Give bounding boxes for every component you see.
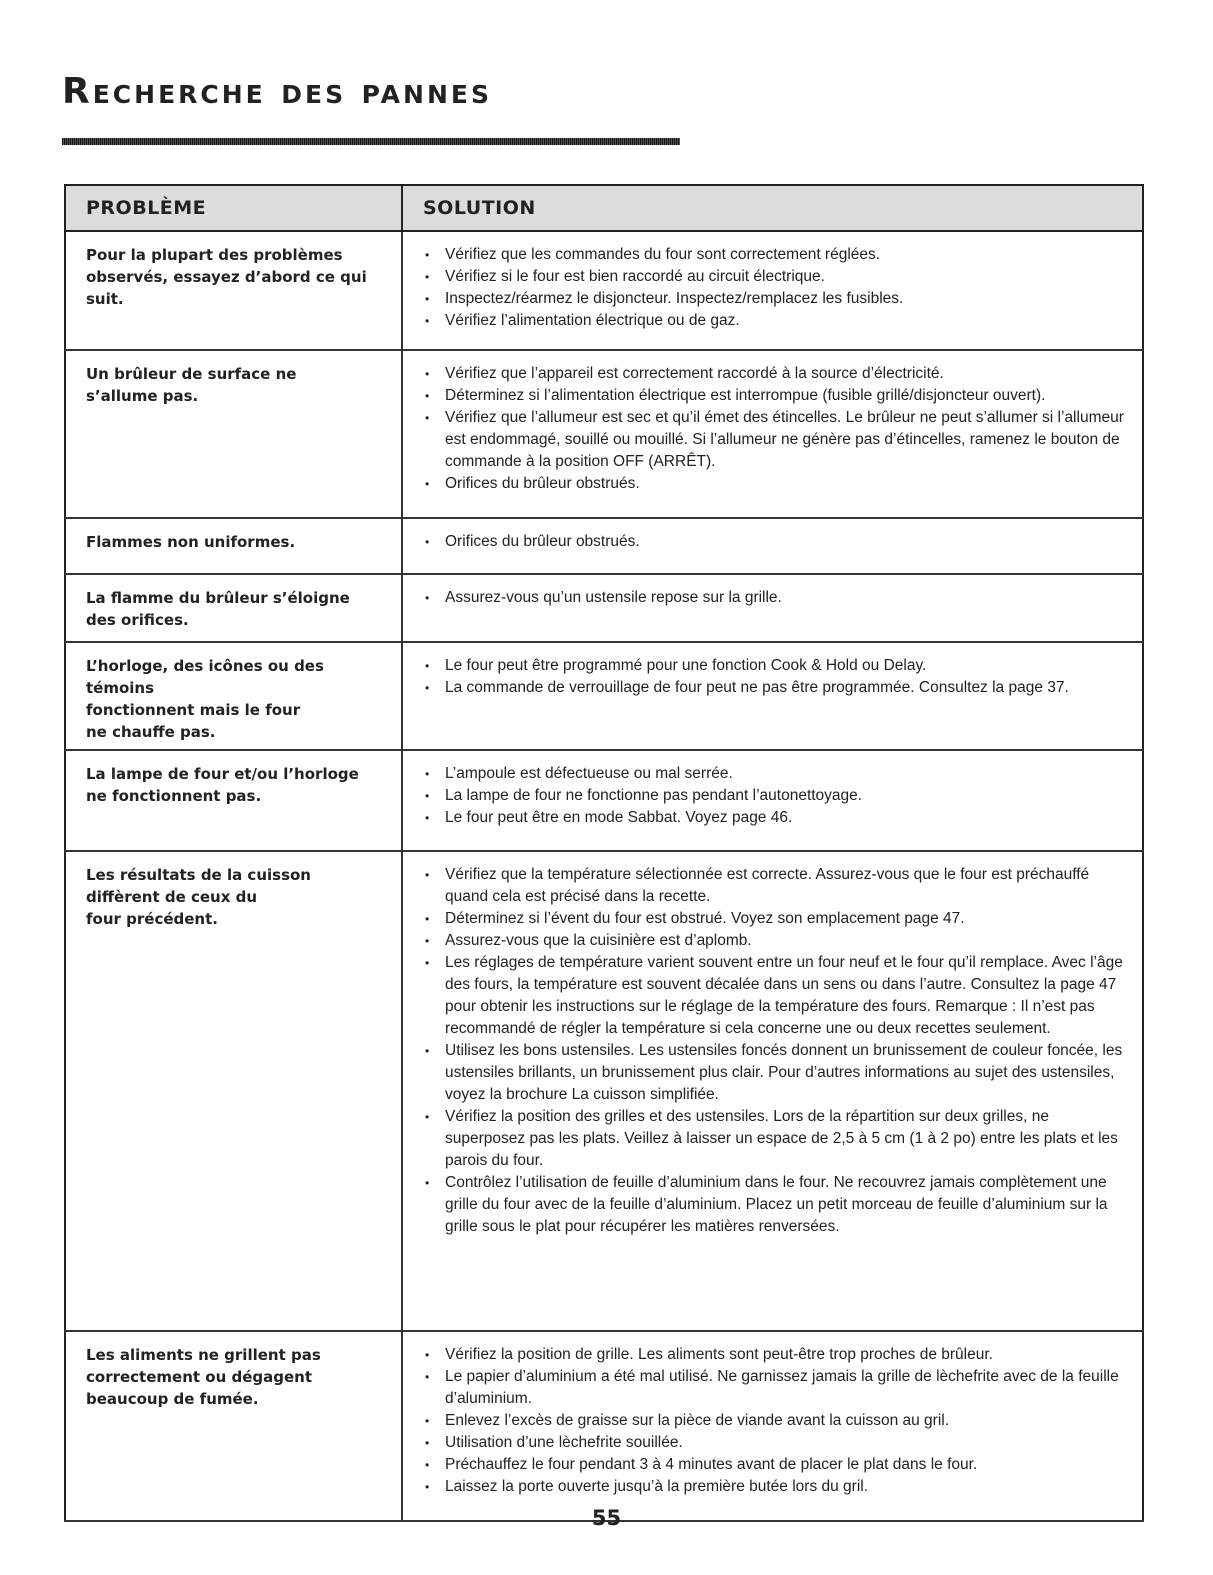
problem-cell: Pour la plupart des problèmes observés, essayez d’abord ce qui suit. bbox=[65, 231, 402, 350]
solution-list bbox=[425, 763, 1128, 829]
table-row bbox=[65, 518, 1143, 574]
solution-item: • La lampe de four ne fonctionne pas pendant l’autonettoyage. bbox=[425, 785, 1128, 807]
solution-cell bbox=[402, 350, 1143, 518]
solution-item: • Orifices du brûleur obstrués. bbox=[425, 531, 1128, 553]
problem-cell: La flamme du brûleur s’éloigne des orifices. bbox=[65, 574, 402, 642]
solution-item: • Vérifiez que la température sélectionnée est correcte. Assurez-vous que le four est préchauffé quand cela est précisé dans la recette. bbox=[425, 864, 1128, 908]
problem-column-header: PROBLÈME bbox=[65, 185, 402, 231]
table-body bbox=[65, 231, 1143, 1521]
solution-cell bbox=[402, 851, 1143, 1331]
solution-list bbox=[425, 864, 1128, 1238]
solution-item: • Déterminez si l’évent du four est obstrué. Voyez son emplacement page 47. bbox=[425, 908, 1128, 930]
solution-item: • La commande de verrouillage de four peut ne pas être programmée. Consultez la page 37. bbox=[425, 677, 1128, 699]
solution-item: • Vérifiez la position des grilles et des ustensiles. Lors de la répartition sur deux grilles, ne superposez pas les plats. Veillez à laisser un espace de 2,5 à 5 cm (1 à 2 po) entre les plats et les parois du four. bbox=[425, 1106, 1128, 1172]
problem-cell: Un brûleur de surface ne s’allume pas. bbox=[65, 350, 402, 518]
table-row bbox=[65, 750, 1143, 851]
solution-list bbox=[425, 244, 1128, 332]
solution-item: • Déterminez si l’alimentation électrique est interrompue (fusible grillé/disjoncteur ouvert). bbox=[425, 385, 1128, 407]
solution-cell bbox=[402, 574, 1143, 642]
solution-item: • Vérifiez l’alimentation électrique ou de gaz. bbox=[425, 310, 1128, 332]
solution-item: • Vérifiez si le four est bien raccordé au circuit électrique. bbox=[425, 266, 1128, 288]
solution-list bbox=[425, 1344, 1128, 1498]
solution-cell bbox=[402, 231, 1143, 350]
solution-item: • Contrôlez l’utilisation de feuille d’aluminium dans le four. Ne recouvrez jamais complètement une grille du four avec de la feuille d’aluminium. Placez un petit morceau de feuille d’aluminium sur la grille sous le plat pour récupérer les matières renversées. bbox=[425, 1172, 1128, 1238]
problem-cell: La lampe de four et/ou l’horloge ne fonctionnent pas. bbox=[65, 750, 402, 851]
solution-list bbox=[425, 587, 1128, 609]
solution-item: • Vérifiez que l’allumeur est sec et qu’il émet des étincelles. Le brûleur ne peut s’allumer si l’allumeur est endommagé, souillé ou mouillé. Si l’allumeur ne génère pas d’étincelles, ramenez le bouton de commande à la position OFF (ARRÊT). bbox=[425, 407, 1128, 473]
solution-item: • Vérifiez la position de grille. Les aliments sont peut-être trop proches de brûleur. bbox=[425, 1344, 1128, 1366]
solution-item: • Vérifiez que l’appareil est correctement raccordé à la source d’électricité. bbox=[425, 363, 1128, 385]
solution-item: • Assurez-vous qu’un ustensile repose sur la grille. bbox=[425, 587, 1128, 609]
page-title: Recherche des pannes bbox=[62, 71, 492, 112]
table-row bbox=[65, 231, 1143, 350]
table-row bbox=[65, 574, 1143, 642]
problem-cell: Les résultats de la cuisson diffèrent de ceux du four précédent. bbox=[65, 851, 402, 1331]
solution-item: • Utilisation d’une lèchefrite souillée. bbox=[425, 1432, 1128, 1454]
solution-list bbox=[425, 531, 1128, 553]
solution-item: • Enlevez l’excès de graisse sur la pièce de viande avant la cuisson au gril. bbox=[425, 1410, 1128, 1432]
problem-cell: Flammes non uniformes. bbox=[65, 518, 402, 574]
solution-item: • Le papier d’aluminium a été mal utilisé. Ne garnissez jamais la grille de lèchefrite avec de la feuille d’aluminium. bbox=[425, 1366, 1128, 1410]
solution-item: • Inspectez/réarmez le disjoncteur. Inspectez/remplacez les fusibles. bbox=[425, 288, 1128, 310]
solution-item: • Utilisez les bons ustensiles. Les ustensiles foncés donnent un brunissement de couleur foncée, les ustensiles brillants, un brunissement plus clair. Pour d’autres informations au sujet des ustensiles, voyez la brochure La cuisson simplifiée. bbox=[425, 1040, 1128, 1106]
solution-item: • Assurez-vous que la cuisinière est d’aplomb. bbox=[425, 930, 1128, 952]
solution-item: • Le four peut être programmé pour une fonction Cook & Hold ou Delay. bbox=[425, 655, 1128, 677]
solution-item: • Laissez la porte ouverte jusqu’à la première butée lors du gril. bbox=[425, 1476, 1128, 1498]
solution-item: • Orifices du brûleur obstrués. bbox=[425, 473, 1128, 495]
solution-item: • Vérifiez que les commandes du four sont correctement réglées. bbox=[425, 244, 1128, 266]
table-header-row bbox=[65, 185, 1143, 231]
table-row bbox=[65, 1331, 1143, 1521]
solution-item: • Préchauffez le four pendant 3 à 4 minutes avant de placer le plat dans le four. bbox=[425, 1454, 1128, 1476]
problem-cell: L’horloge, des icônes ou des témoins fonctionnent mais le four ne chauffe pas. bbox=[65, 642, 402, 750]
solution-item: • Le four peut être en mode Sabbat. Voyez page 46. bbox=[425, 807, 1128, 829]
solution-cell bbox=[402, 1331, 1143, 1521]
table-row bbox=[65, 851, 1143, 1331]
solution-cell bbox=[402, 518, 1143, 574]
solution-cell bbox=[402, 642, 1143, 750]
solution-cell bbox=[402, 750, 1143, 851]
table-row bbox=[65, 350, 1143, 518]
solution-item: • Les réglages de température varient souvent entre un four neuf et le four qu’il remplace. Avec l’âge des fours, la température est souvent décalée dans un sens ou dans l’autre. Consultez la page 47 pour obtenir les instructions sur le réglage de la température des fours. Remarque : Il n’est pas recommandé de régler la température si cela concerne une ou deux recettes seulement. bbox=[425, 952, 1128, 1040]
solution-list bbox=[425, 363, 1128, 495]
problem-cell: Les aliments ne grillent pas correctement ou dégagent beaucoup de fumée. bbox=[65, 1331, 402, 1521]
page-number: 55 bbox=[591, 1506, 622, 1530]
title-rule bbox=[62, 138, 680, 145]
table-row bbox=[65, 642, 1143, 750]
solution-column-header: SOLUTION bbox=[402, 185, 1143, 231]
solution-list bbox=[425, 655, 1128, 699]
solution-item: • L’ampoule est défectueuse ou mal serrée. bbox=[425, 763, 1128, 785]
troubleshooting-table bbox=[64, 184, 1144, 1522]
